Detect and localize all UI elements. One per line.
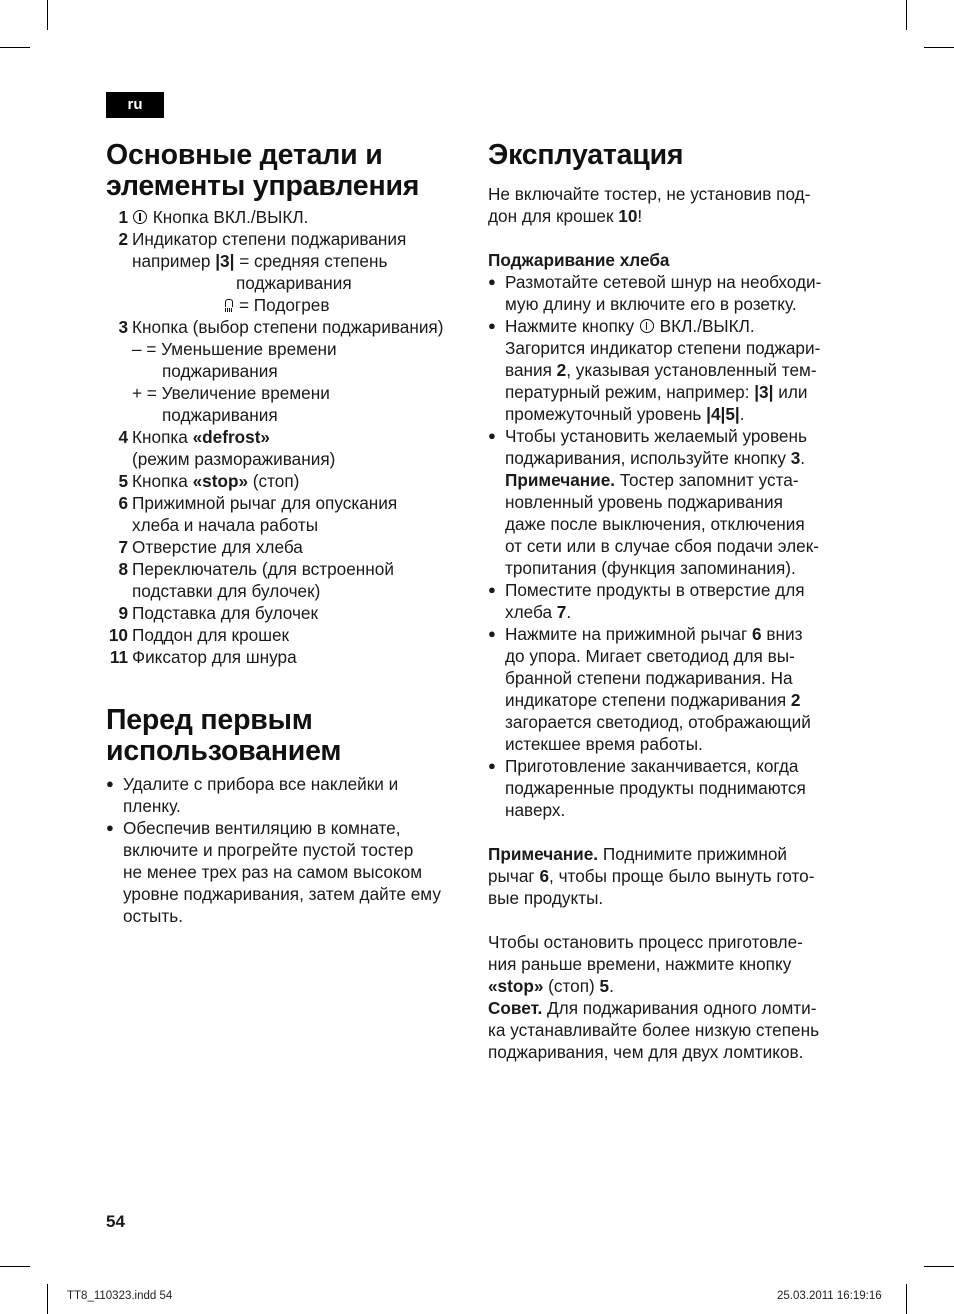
list-item: ● Нажмите на прижимной рычаг 6 вниз до упора. Мигает светодиод для вы- бранной степени поджаривания. На индикаторе степени поджаривания 2 загорается светодиод, отображающий истекшее время работы.	[488, 623, 854, 755]
part-number: 9	[118, 603, 128, 623]
crop-mark	[906, 0, 907, 30]
part-text-line: подставки для булочек)	[132, 581, 321, 601]
tip-paragraph: Совет. Для поджаривания одного ломти- ка устанавливайте более низкую степень поджаривания, чем для двух ломтиков.	[488, 998, 820, 1062]
part-text-line: = Подогрев	[106, 294, 474, 316]
part-number: 3	[118, 317, 128, 337]
parts-heading-line1: Основные детали и	[106, 139, 383, 171]
part-item	[106, 536, 474, 558]
list-item: ● Приготовление заканчивается, когда поджаренные продукты поднимаются наверх.	[488, 755, 854, 821]
part-number: 5	[118, 471, 128, 491]
part-item	[106, 492, 474, 514]
part-text: Отверстие для хлеба	[132, 537, 303, 557]
part-text-line: (режим размораживания)	[132, 449, 336, 469]
part-text-line: + = Увеличение времени	[132, 383, 330, 403]
part-text: Переключатель (для встроенной	[132, 559, 394, 579]
operation-heading: Эксплуатация	[488, 139, 684, 171]
list-item: ● Нажмите кнопку ВКЛ./ВЫКЛ. Загорится индикатор степени поджари- вания 2, указывая установленный тем- пературный режим, например: |3| или промежуточный уровень |4|5|.	[488, 315, 854, 425]
part-item	[106, 228, 474, 250]
part-text: Индикатор степени поджаривания	[132, 229, 407, 249]
crop-mark	[0, 1266, 30, 1267]
note-label: Примечание.	[505, 470, 616, 490]
first-use-list	[106, 773, 474, 927]
note-label: Примечание.	[488, 844, 599, 864]
part-item	[106, 602, 474, 624]
first-use-heading-line2: использованием	[106, 735, 342, 767]
power-icon	[133, 210, 147, 224]
part-item	[106, 558, 474, 580]
crop-mark	[906, 1284, 907, 1314]
crop-mark	[47, 0, 48, 30]
toasting-list	[488, 271, 854, 821]
stop-label: «stop»	[192, 471, 249, 491]
power-icon	[640, 319, 654, 333]
tip-label: Совет.	[488, 998, 543, 1018]
parts-heading-line2: элементы управления	[106, 170, 420, 202]
part-item	[106, 646, 474, 668]
toast-warm-icon	[224, 299, 233, 313]
level-mark: |3|	[215, 251, 235, 271]
part-number: 4	[118, 427, 128, 447]
part-item: 4 Кнопка «defrost»	[106, 426, 474, 448]
part-text-line: поджаривания	[236, 273, 352, 293]
parts-list	[106, 206, 474, 668]
list-item: ● Чтобы установить желаемый уровень поджаривания, используйте кнопку 3. Примечание. Тостер запомнит уста- новленный уровень поджаривания даже после выключения, отключения от сети или в случае сбоя подачи элек- тропитания (функция запоминания).	[488, 425, 854, 579]
part-text-line: – = Уменьшение времени	[132, 339, 337, 359]
crop-mark	[47, 1284, 48, 1314]
list-item: ● Обеспечив вентиляцию в комнате, включите и прогрейте пустой тостер не менее трех раз на самом высоком уровне поджаривания, затем дайте ему остыть.	[106, 817, 474, 927]
crop-mark	[924, 47, 954, 48]
left-column	[106, 136, 474, 927]
part-text-line: например |3| = средняя степень	[132, 251, 388, 271]
language-tag: ru	[106, 92, 164, 118]
part-number: 7	[118, 537, 128, 557]
part-number: 2	[118, 229, 128, 249]
part-text: Кнопка ВКЛ./ВЫКЛ.	[148, 207, 309, 227]
crop-mark	[0, 47, 30, 48]
part-text: Фиксатор для шнура	[132, 647, 297, 667]
first-use-heading	[106, 705, 474, 767]
footer-timestamp: 25.03.2011 16:19:16	[777, 1290, 882, 1302]
part-text: Кнопка (выбор степени поджаривания)	[132, 317, 444, 337]
parts-heading	[106, 140, 474, 202]
right-column	[488, 136, 854, 1063]
list-item: ● Размотайте сетевой шнур на необходи- мую длину и включите его в розетку.	[488, 271, 854, 315]
part-number: 11	[109, 647, 128, 667]
part-number: 10	[108, 625, 128, 645]
part-text-line: поджаривания	[162, 361, 278, 381]
part-text: Подставка для булочек	[132, 603, 319, 623]
part-number: 1	[118, 207, 128, 227]
toasting-subheading: Поджаривание хлеба	[488, 250, 670, 270]
part-text: Прижимной рычаг для опускания	[132, 493, 398, 513]
crop-mark	[924, 1266, 954, 1267]
stop-paragraph: Чтобы остановить процесс приготовле- ния раньше времени, нажмите кнопку «stop» (стоп) 5.	[488, 932, 803, 996]
first-use-heading-line1: Перед первым	[106, 704, 313, 736]
part-item	[106, 206, 474, 228]
part-item	[106, 316, 474, 338]
part-text-line: хлеба и начала работы	[132, 515, 319, 535]
part-number: 8	[118, 559, 128, 579]
part-text: Поддон для крошек	[132, 625, 290, 645]
intro-paragraph: Не включайте тостер, не установив под- дон для крошек 10!	[488, 184, 811, 226]
defrost-label: «defrost»	[192, 427, 270, 447]
list-item: ● Поместите продукты в отверстие для хлеба 7.	[488, 579, 854, 623]
page-number: 54	[106, 1212, 125, 1231]
part-number: 6	[118, 493, 128, 513]
part-item	[106, 624, 474, 646]
part-text-line: поджаривания	[162, 405, 278, 425]
note-paragraph: Примечание. Поднимите прижимной рычаг 6, чтобы проще было вынуть гото- вые продукты.	[488, 844, 815, 908]
list-item: ● Удалите с прибора все наклейки и пленку.	[106, 773, 474, 817]
part-item: 5 Кнопка «stop» (стоп)	[106, 470, 474, 492]
footer-file-info: TT8_110323.indd 54	[67, 1290, 173, 1302]
